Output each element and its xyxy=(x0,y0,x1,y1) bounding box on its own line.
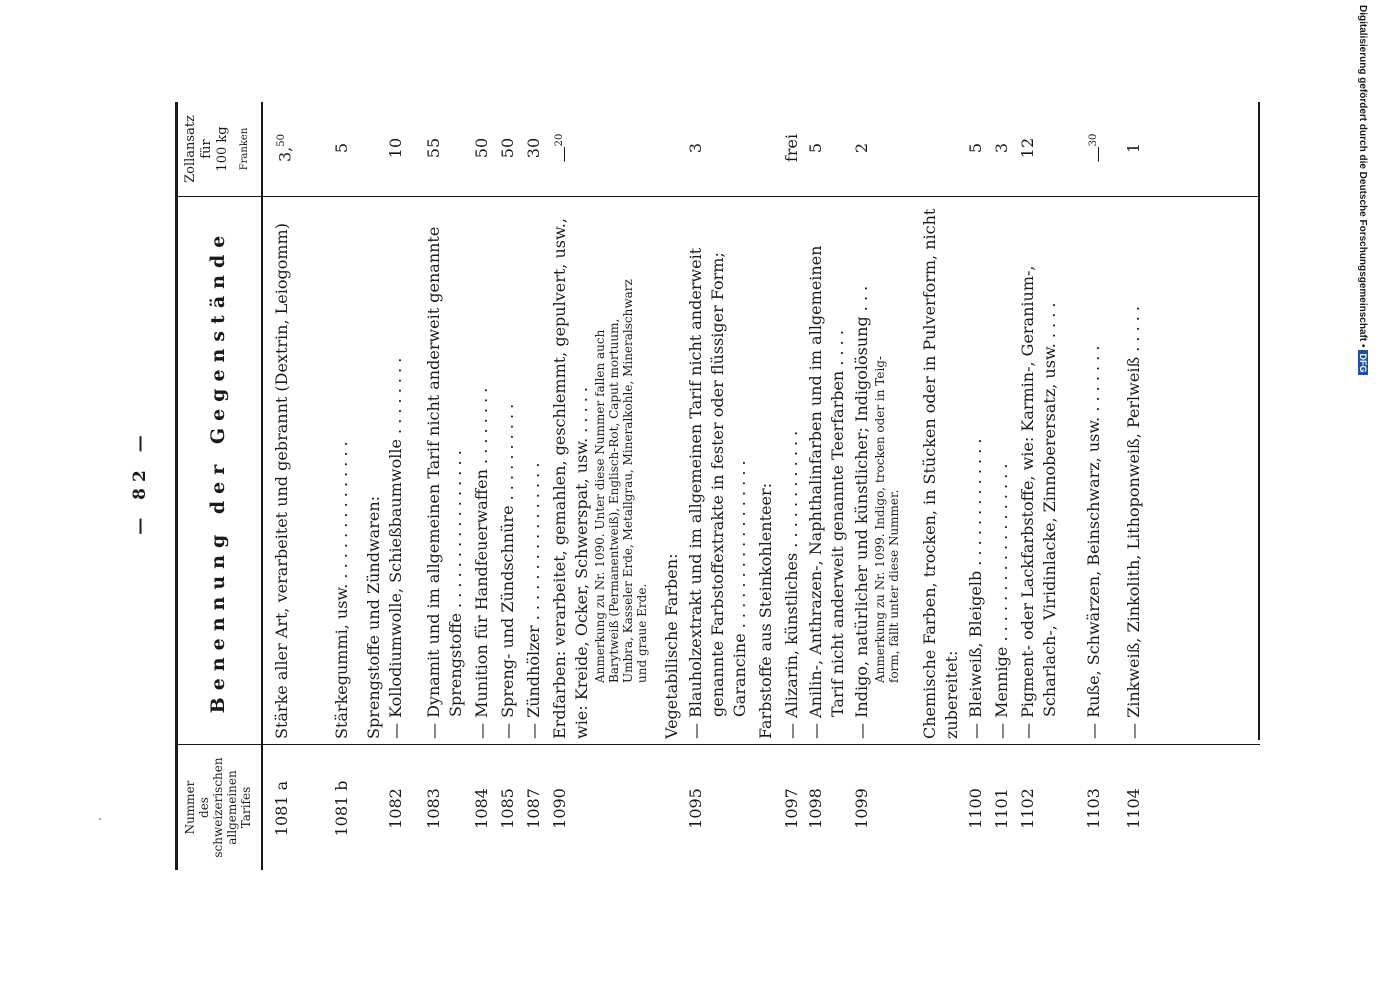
description-line: — Kollodiumwolle, Schießbaumwolle . . . . . . . . xyxy=(386,357,405,739)
funding-note xyxy=(1356,5,1370,1005)
tariff-number: 1083 xyxy=(424,788,443,829)
header-rate-line: Zollansatz xyxy=(183,115,198,183)
header-description: Benennung der Gegenstände xyxy=(207,228,229,714)
item-description xyxy=(471,203,493,739)
description-line: Garancine . . . . . . . . . . . . . . . . . xyxy=(730,460,749,717)
duty-rate-value: 55 xyxy=(424,137,443,159)
item-description xyxy=(385,203,407,739)
duty-rate-value: 5 xyxy=(806,142,825,154)
item-description xyxy=(271,203,293,739)
tariff-number: 1100 xyxy=(966,788,985,829)
duty-rate-value: 5 xyxy=(966,142,985,154)
tariff-number: 1087 xyxy=(524,788,543,829)
description-line: — Zündhölzer . . . . . . . . . . . . . . . . xyxy=(524,462,543,739)
tariff-number: 1102 xyxy=(1018,788,1037,829)
duty-rate xyxy=(549,102,574,194)
duty-rate: 3,50 xyxy=(275,134,295,163)
tariff-number: 1081 b xyxy=(332,780,351,837)
description-line: Stärke aller Art, verarbeitet und gebrannt (Dextrin, Leiogomm) xyxy=(272,223,291,739)
tariff-number: 1098 xyxy=(806,788,825,829)
header-rate-line: 100 kg xyxy=(215,126,230,172)
bottom-rule xyxy=(1258,102,1260,740)
item-description xyxy=(497,203,519,739)
tariff-number: 1095 xyxy=(686,788,705,829)
duty-rate-value: 30 xyxy=(524,137,543,159)
duty-rate-value: 3 xyxy=(275,151,295,163)
duty-rate xyxy=(965,102,987,194)
description-line: — Alizarin, künstliches . . . . . . . . . . . . xyxy=(782,430,801,739)
description-line: Sprengstoffe und Zündwaren: xyxy=(364,495,383,739)
header-rate-line: für xyxy=(199,139,214,159)
duty-rate xyxy=(471,102,493,194)
description-line: wie: Kreide, Ocker, Schwerspat, usw. . . . . . xyxy=(572,386,591,739)
description-line: genannte Farbstoffextrakte in fester oder flüssiger Form; xyxy=(708,252,727,717)
item-description xyxy=(919,203,963,739)
item-description xyxy=(1017,203,1061,739)
description-line: Farbstoffe aus Steinkohlenteer: xyxy=(756,483,775,739)
remark-line: Anmerkung zu Nr. 1099. Indigo, trocken oder in Teig- xyxy=(873,355,887,683)
description-line: — Spreng- und Zündschnüre . . . . . . . . . . xyxy=(498,403,517,739)
description-line: — Anilin-, Anthrazen-, Naphthalinfarben und im allgemeinen xyxy=(806,245,825,739)
description-line: Tarif nicht anderweit genannte Teerfarben . . . . xyxy=(828,330,847,717)
description-line: zubereitet: xyxy=(942,650,961,739)
header-number-line: des xyxy=(197,797,211,818)
description-line: — Munition für Handfeuerwaffen . . . . . . . . xyxy=(472,387,491,739)
duty-rate-value: 10 xyxy=(386,137,405,159)
column-rule-1 xyxy=(175,744,1260,745)
dfg-logo: DFG xyxy=(1358,350,1368,375)
tariff-number: 1085 xyxy=(498,788,517,829)
duty-rate-value: 50 xyxy=(472,137,491,159)
item-description xyxy=(331,203,353,739)
item-description xyxy=(1083,203,1105,739)
tariff-number: 1082 xyxy=(386,788,405,829)
tariff-number: 1104 xyxy=(1124,788,1143,829)
header-number-line: Tarifes xyxy=(239,786,253,829)
description-line: — Pigment- oder Lackfarbstoffe, wie: Karmin-, Geranium-, xyxy=(1018,265,1037,739)
tariff-number: 1084 xyxy=(472,788,491,829)
duty-rate-value: 5 xyxy=(332,142,351,154)
tariff-number: 1090 xyxy=(550,788,569,829)
header-rule xyxy=(261,102,263,870)
description-line: — Ruße, Schwärzen, Beinschwarz, usw. . . . . . . . xyxy=(1084,345,1103,739)
header-number-line: allgemeinen xyxy=(225,770,239,845)
duty-rate-value: — xyxy=(553,146,573,163)
duty-rate xyxy=(1083,102,1108,194)
duty-rate xyxy=(851,102,873,194)
item-description xyxy=(685,203,751,739)
item-description xyxy=(991,203,1013,739)
header-rate-unit: Franken xyxy=(239,127,250,171)
item-description xyxy=(549,203,649,739)
duty-rate xyxy=(805,102,827,194)
tariff-number: 1103 xyxy=(1084,788,1103,829)
description-line: — Bleiweiß, Bleigelb . . . . . . . . . . . . . xyxy=(966,438,985,739)
duty-rate xyxy=(331,102,353,194)
duty-rate xyxy=(497,102,519,194)
page-number: — 82 — xyxy=(130,429,150,535)
description-line: Scharlach-, Viridinlacke, Zinnoberersatz, usw. . . . . xyxy=(1040,302,1059,717)
item-description xyxy=(755,203,777,739)
item-description xyxy=(805,203,849,739)
description-line: Sprengstoffe . . . . . . . . . . . . . . . . xyxy=(446,450,465,717)
item-description xyxy=(423,203,467,739)
duty-rate xyxy=(781,102,803,194)
description-line: — Blauholzextrakt und im allgemeinen Tarif nicht anderweit xyxy=(686,247,705,739)
duty-rate-value: — xyxy=(1087,146,1107,163)
item-description xyxy=(523,203,545,739)
duty-rate xyxy=(991,102,1013,194)
header-number-line: Nummer xyxy=(183,780,197,835)
duty-rate-fraction: 20 xyxy=(554,133,565,147)
duty-rate xyxy=(423,102,445,194)
header-number-line: schweizerischen xyxy=(211,757,225,858)
item-description xyxy=(781,203,803,739)
duty-rate-value: 3 xyxy=(992,142,1011,154)
description-line: — Zinkweiß, Zinkolith, Lithoponweiß, Perlweiß . . . . . xyxy=(1124,305,1143,739)
description-line: Chemische Farben, trocken, in Stücken oder in Pulverform, nicht xyxy=(920,208,939,739)
duty-rate xyxy=(685,102,707,194)
scan-speck xyxy=(99,818,101,820)
funding-text: Digitalisierung gefördert durch die Deutsche Forschungsgemeinschaft • xyxy=(1357,5,1369,348)
description-line: Erdfarben: verarbeitet, gemahlen, geschlemmt, gepulvert, usw., xyxy=(550,218,569,739)
item-description xyxy=(363,203,385,739)
duty-rate-fraction: 30 xyxy=(1088,133,1099,147)
duty-rate-value: frei xyxy=(782,133,801,163)
tariff-number: 1099 xyxy=(852,788,871,829)
tariff-number: 1081 a xyxy=(272,780,291,837)
item-description xyxy=(1123,203,1145,739)
remark-line: und graue Erde. xyxy=(635,583,649,683)
duty-rate-value: 50 xyxy=(498,137,517,159)
description-line: — Dynamit und im allgemeinen Tarif nicht anderweit genannte xyxy=(424,226,443,739)
duty-rate-value: 2 xyxy=(852,142,871,154)
duty-rate xyxy=(1123,102,1145,194)
header-number xyxy=(177,745,259,870)
duty-rate-value: 3 xyxy=(686,142,705,154)
description-line: — Mennige . . . . . . . . . . . . . . . . . . xyxy=(992,463,1011,739)
duty-rate-value: 1 xyxy=(1124,142,1143,154)
remark-line: Umbra, Kasseler Erde, Metallgrau, Mineralkohle, Mineralschwarz xyxy=(621,279,635,683)
remark-line: form, fällt unter diese Nummer. xyxy=(887,489,901,683)
duty-rate-fraction: 50 xyxy=(276,134,287,147)
duty-rate xyxy=(385,102,407,194)
description-line: — Indigo, natürlicher und künstlicher; Indigolösung . . . xyxy=(852,285,871,739)
tariff-number: 1101 xyxy=(992,788,1011,829)
column-rule-2 xyxy=(175,196,1260,197)
item-description xyxy=(965,203,987,739)
tariff-table xyxy=(175,102,1260,870)
header-rate xyxy=(177,102,259,196)
duty-rate xyxy=(523,102,545,194)
duty-rate-value: 12 xyxy=(1018,137,1037,159)
remark-line: Anmerkung zu Nr. 1090. Unter diese Nummer fallen auch xyxy=(593,329,607,683)
tariff-number: 1097 xyxy=(782,788,801,829)
item-description xyxy=(851,203,901,739)
duty-rate xyxy=(1017,102,1039,194)
description-line: Stärkegummi, usw. . . . . . . . . . . . . . . xyxy=(332,441,351,739)
description-line: Vegetabilische Farben: xyxy=(662,553,681,739)
remark-line: Barytweiß (Permanentweiß), Englisch-Rot, Caput mortuum, xyxy=(607,318,621,683)
item-description xyxy=(661,203,683,739)
